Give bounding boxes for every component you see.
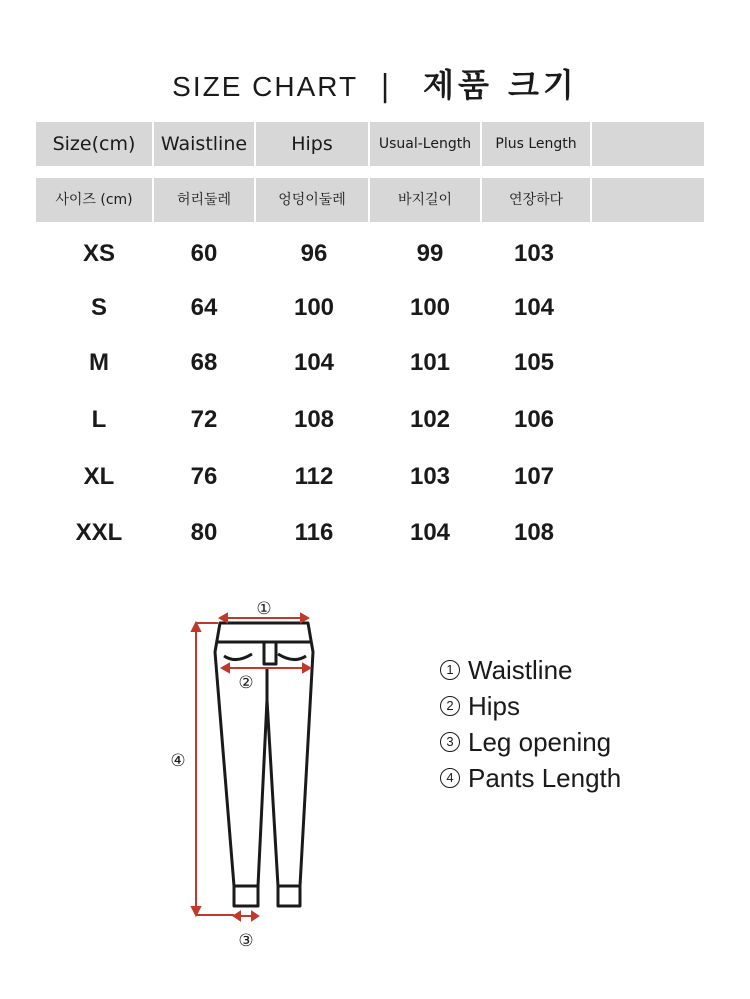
header-divider — [590, 178, 592, 222]
header-divider — [590, 122, 592, 166]
header-hips: Hips — [291, 133, 333, 155]
usual-length-cell: 100 — [409, 294, 451, 321]
legend-number: 3 — [440, 732, 460, 752]
legend-number: 2 — [440, 696, 460, 716]
title-separator: | — [380, 69, 392, 104]
size-row — [36, 234, 704, 274]
legend-item — [440, 760, 621, 796]
header-waistline: Waistline — [160, 133, 248, 155]
waistline-cell: 72 — [190, 406, 218, 433]
legend-item — [440, 688, 621, 724]
waistline-cell: 64 — [190, 294, 218, 321]
header-usual-length-ko: 바지길이 — [397, 192, 453, 208]
hips-cell: 116 — [294, 519, 334, 546]
hips-cell: 108 — [293, 406, 335, 433]
size-cell: XS — [82, 240, 115, 267]
size-cell: XXL — [75, 519, 123, 546]
size-row — [36, 288, 704, 328]
title-english: SIZE CHART — [172, 71, 359, 102]
waistline-cell: 76 — [190, 463, 218, 490]
title-korean: 제품 크기 — [423, 66, 578, 104]
header-plus-length-ko: 연장하다 — [508, 192, 564, 208]
usual-length-cell: 103 — [409, 463, 451, 490]
marker-pants-length: ④ — [170, 751, 186, 771]
usual-length-cell: 101 — [409, 349, 451, 376]
legend-item — [440, 724, 621, 760]
legend-item — [440, 652, 621, 688]
header-plus-length: Plus Length — [495, 136, 577, 152]
legend-label: Hips — [468, 690, 521, 721]
legend-label: Waistline — [468, 654, 573, 685]
size-chart-title — [0, 60, 750, 106]
waistline-cell: 60 — [190, 240, 218, 267]
waistline-cell: 68 — [190, 349, 218, 376]
plus-length-cell: 107 — [513, 463, 555, 490]
legend-number: 4 — [440, 768, 460, 788]
marker-hips: ② — [238, 673, 254, 693]
legend-label: Pants Length — [468, 762, 622, 793]
plus-length-cell: 108 — [513, 519, 555, 546]
hips-cell: 100 — [293, 294, 335, 321]
size-cell: L — [91, 406, 107, 433]
plus-length-cell: 104 — [513, 294, 555, 321]
size-cell: S — [90, 294, 107, 321]
pants-diagram — [160, 590, 340, 960]
marker-waistline: ① — [256, 599, 272, 619]
size-row — [36, 400, 704, 440]
waistline-cell: 80 — [190, 519, 218, 546]
hips-cell: 112 — [294, 463, 334, 490]
usual-length-cell: 104 — [409, 519, 451, 546]
legend-label: Leg opening — [468, 726, 612, 757]
plus-length-cell: 106 — [513, 406, 555, 433]
size-row — [36, 343, 704, 383]
usual-length-cell: 102 — [409, 406, 451, 433]
header-waistline-ko: 허리둘레 — [176, 192, 232, 208]
hips-cell: 104 — [293, 349, 335, 376]
header-size: Size(cm) — [52, 133, 136, 155]
plus-length-cell: 105 — [513, 349, 555, 376]
header-usual-length: Usual-Length — [378, 136, 472, 152]
header-row-korean — [36, 178, 704, 222]
hips-cell: 96 — [300, 240, 328, 267]
header-hips-ko: 엉덩이둘레 — [278, 192, 346, 208]
size-cell: M — [89, 349, 109, 376]
usual-length-cell: 99 — [416, 240, 444, 267]
size-row — [36, 513, 704, 553]
plus-length-cell: 103 — [513, 240, 555, 267]
legend-number: 1 — [440, 660, 460, 680]
size-cell: XL — [83, 463, 115, 490]
header-size-ko: 사이즈 (cm) — [55, 192, 133, 208]
marker-leg-opening: ③ — [238, 931, 254, 951]
header-row-english — [36, 122, 704, 166]
measurement-legend — [440, 652, 621, 796]
size-row — [36, 457, 704, 497]
